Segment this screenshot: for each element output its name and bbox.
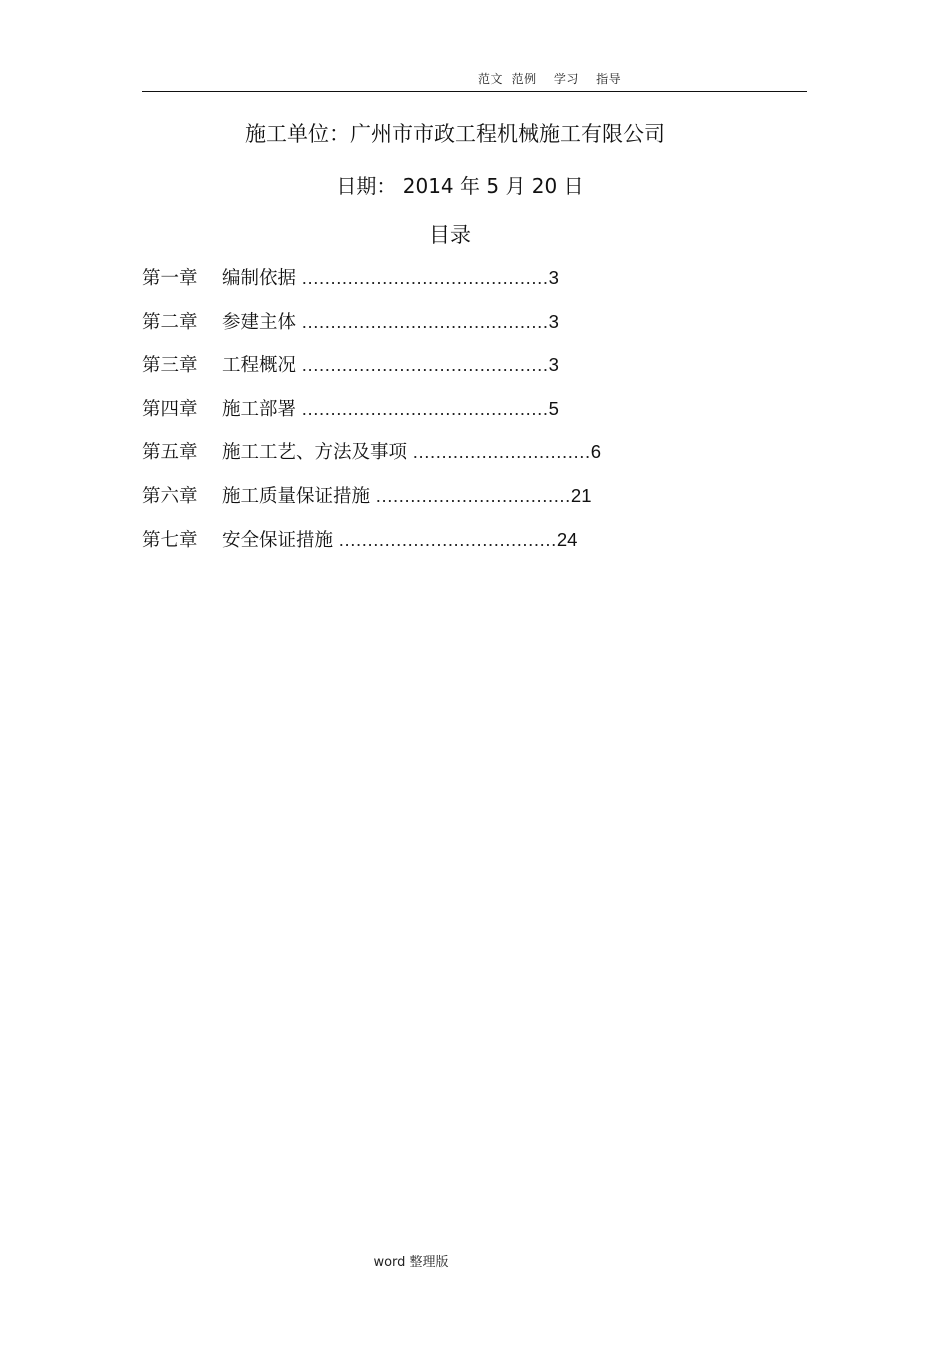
page-header [0,68,950,90]
toc-entry[interactable] [142,482,782,526]
toc-page-number: 3 [548,354,559,376]
company-line [0,118,950,148]
toc-name: 施工质量保证措施 [222,485,371,507]
toc-entry[interactable] [142,395,782,439]
toc-leader: ........................................... [296,267,549,288]
toc-leader: ........................................... [296,354,549,376]
toc-page-number: 24 [556,528,578,550]
toc-chapter: 第三章 [142,355,198,377]
company-text: 施工单位：广州市市政工程机械施工有限公司 [245,122,665,146]
toc-entry[interactable] [142,438,782,482]
page-footer [0,1251,950,1270]
toc-entry[interactable] [142,308,782,352]
toc-name: 施工工艺、方法及事项 [222,442,408,464]
toc-title-text: 目录 [429,223,471,247]
toc-page-number: 3 [548,310,559,332]
toc-name: 安全保证措施 [222,529,334,551]
toc-chapter: 第七章 [142,529,198,551]
toc-name: 工程概况 [222,355,297,377]
toc-entry[interactable] [142,351,782,395]
date-text: 日期： 2014 年 5 月 20 日 [336,174,584,198]
toc-chapter: 第六章 [142,485,198,507]
toc-leader: ............................... [407,441,591,463]
toc-chapter: 第五章 [142,442,198,464]
toc-entry[interactable] [142,264,782,308]
toc-name: 参建主体 [222,311,297,333]
toc-page-number: 21 [570,484,592,506]
header-divider [142,91,807,92]
toc-page-number: 5 [548,397,559,419]
toc-chapter: 第一章 [142,268,198,289]
toc-name: 编制依据 [222,268,297,289]
toc-page-number: 6 [590,441,601,463]
date-line [0,170,950,199]
table-of-contents [142,264,782,569]
toc-leader: .................................. [370,484,571,506]
toc-chapter: 第四章 [142,398,198,420]
toc-title [0,219,950,249]
toc-page-number: 3 [548,267,559,288]
footer-text: word 整理版 [373,1255,449,1270]
toc-leader: ........................................... [296,397,549,419]
header-text: 范文 范例 学习 指导 [478,72,622,86]
toc-chapter: 第二章 [142,311,198,333]
toc-leader: ...................................... [333,528,557,550]
toc-entry[interactable] [142,526,782,570]
toc-name: 施工部署 [222,398,297,420]
toc-leader: ........................................... [296,310,549,332]
